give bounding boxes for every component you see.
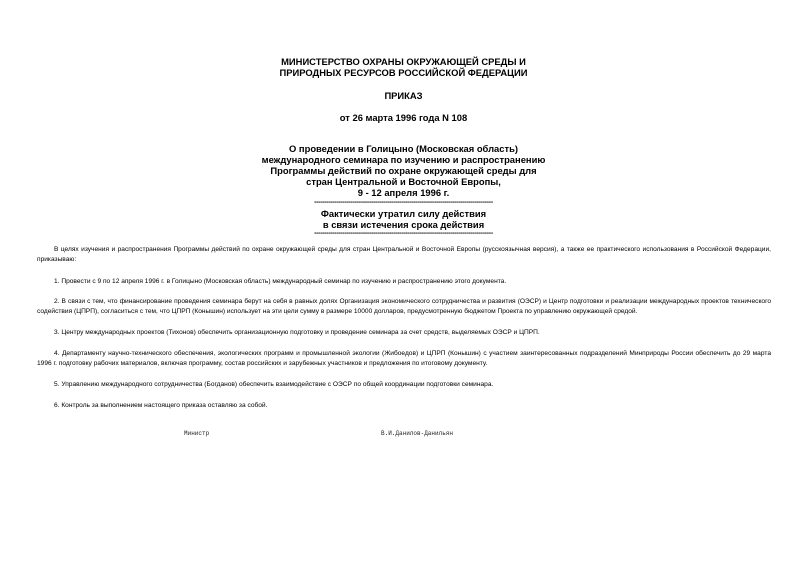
subject-line2: международного семинара по изучению и распространению [261, 154, 546, 165]
separator-bottom: ---------------------------------------------------------------------------------------- [314, 231, 493, 237]
separator-top: ---------------------------------------------------------------------------------------- [314, 200, 493, 206]
order-item-2: 2. В связи с тем, что финансирование проведения семинара берут на себя в равных долях Организация экономического сотрудничества и развития (ОЭСР) и Центр подготовки и реализации международных проектов технического содействия (ЦПРП), согласиться с тем, что ЦПРП (Конышин) использует на эти цели сумму в размере 10000 долларов, предусмотренную бюджетом Проекта по управлению окружающей средой. [37, 298, 771, 315]
order-item-6: 6. Контроль за выполнением настоящего приказа оставляю за собой. [54, 402, 268, 409]
subject-line5: 9 - 12 апреля 1996 г. [357, 187, 450, 198]
document-date-number: от 26 марта 1996 года N 108 [339, 112, 468, 123]
ministry-name-line2: ПРИРОДНЫХ РЕСУРСОВ РОССИЙСКОЙ ФЕДЕРАЦИИ [279, 67, 528, 78]
order-item-3: 3. Центру международных проектов (Тихонов) обеспечить организационную подготовку и проведение семинара за счет средств, выделяемых ОЭСР и ЦПРП. [54, 329, 540, 336]
subject-line1: О проведении в Голицыно (Московская область) [289, 143, 518, 154]
signature-name: В.И.Данилов-Данильян [381, 430, 454, 437]
subject-line4: стран Центральной и Восточной Европы, [306, 176, 501, 187]
subject-line3: Программы действий по охране окружающей среды для [270, 165, 537, 176]
signature-title: Министр [184, 430, 210, 437]
status-line2: в связи истечения срока действия [322, 219, 485, 230]
ministry-name-line1: МИНИСТЕРСТВО ОХРАНЫ ОКРУЖАЮЩЕЙ СРЕДЫ И [281, 56, 526, 67]
order-item-4: 4. Департаменту научно-технического обеспечения, экологических программ и промышленной экологии (Жибоедов) и ЦПРП (Конышин) с участием заинтересованных подразделений Минприроды России обеспечить до 29 марта 1996 г. подготовку рабочих материалов, включая программу, состав российских и зарубежных участников и предложения по итоговому документу. [37, 350, 771, 367]
order-item-1: 1. Провести с 9 по 12 апреля 1996 г. в Голицыно (Московская область) международный семинар по изучению и распространению этого документа. [54, 278, 507, 285]
document-type: ПРИКАЗ [384, 90, 423, 101]
status-line1: Фактически утратил силу действия [320, 208, 487, 219]
order-item-5: 5. Управлению международного сотрудничества (Богданов) обеспечить взаимодействие с ОЭСР по общей координации подготовки семинара. [54, 381, 494, 388]
preamble-paragraph: В целях изучения и распространения Программы действий по охране окружающей среды для стран Центральной и Восточной Европы (русскоязычная версия), а также ее практического использования в Российской Федерации, приказываю: [37, 246, 771, 263]
